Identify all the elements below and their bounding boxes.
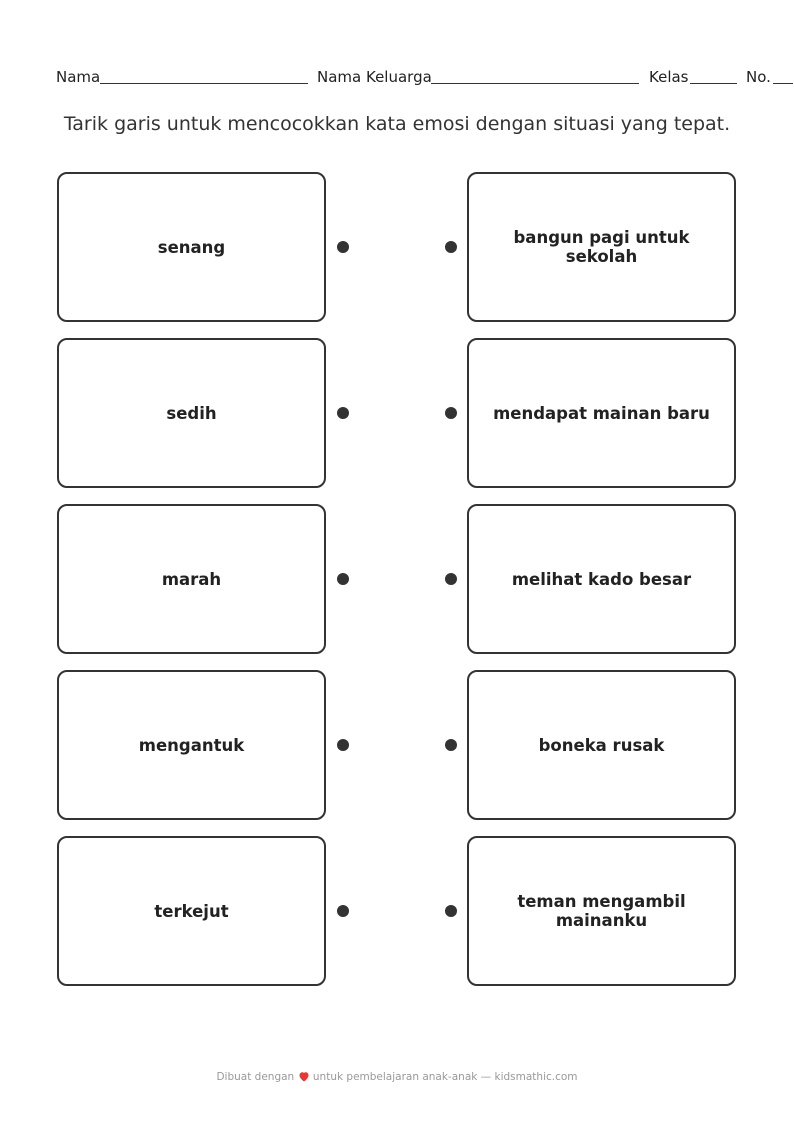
number-line[interactable]	[773, 83, 793, 84]
emotion-card-terkejut: terkejut	[57, 836, 326, 986]
left-connector-dot[interactable]	[337, 739, 349, 751]
emotion-card-sedih: sedih	[57, 338, 326, 488]
class-line[interactable]	[690, 83, 737, 84]
emotion-card-mengantuk: mengantuk	[57, 670, 326, 820]
family-name-line[interactable]	[431, 83, 639, 84]
emotion-card-senang: senang	[57, 172, 326, 322]
instruction-text: Tarik garis untuk mencocokkan kata emosi dengan situasi yang tepat.	[63, 113, 731, 135]
right-connector-dot[interactable]	[445, 241, 457, 253]
class-label: Kelas	[649, 68, 689, 86]
right-connector-dot[interactable]	[445, 573, 457, 585]
right-connector-dot[interactable]	[445, 407, 457, 419]
situation-card-bangun-pagi: bangun pagi untuk sekolah	[467, 172, 736, 322]
footer-credit	[0, 1071, 794, 1085]
student-info-header	[56, 68, 794, 88]
name-line[interactable]	[100, 83, 308, 84]
name-label: Nama	[56, 68, 101, 86]
family-name-label: Nama Keluarga	[317, 68, 432, 86]
emotion-card-marah: marah	[57, 504, 326, 654]
situation-card-mainan-baru: mendapat mainan baru	[467, 338, 736, 488]
situation-card-boneka-rusak: boneka rusak	[467, 670, 736, 820]
heart-icon	[298, 1071, 310, 1085]
left-connector-dot[interactable]	[337, 241, 349, 253]
left-connector-dot[interactable]	[337, 905, 349, 917]
left-connector-dot[interactable]	[337, 407, 349, 419]
right-connector-dot[interactable]	[445, 905, 457, 917]
right-connector-dot[interactable]	[445, 739, 457, 751]
number-label: No.	[746, 68, 771, 86]
situation-card-teman-mengambil: teman mengambil mainanku	[467, 836, 736, 986]
footer-suffix: untuk pembelajaran anak-anak — kidsmathic.com	[312, 1071, 578, 1083]
situation-card-kado-besar: melihat kado besar	[467, 504, 736, 654]
footer-prefix: Dibuat dengan	[216, 1071, 295, 1083]
left-connector-dot[interactable]	[337, 573, 349, 585]
